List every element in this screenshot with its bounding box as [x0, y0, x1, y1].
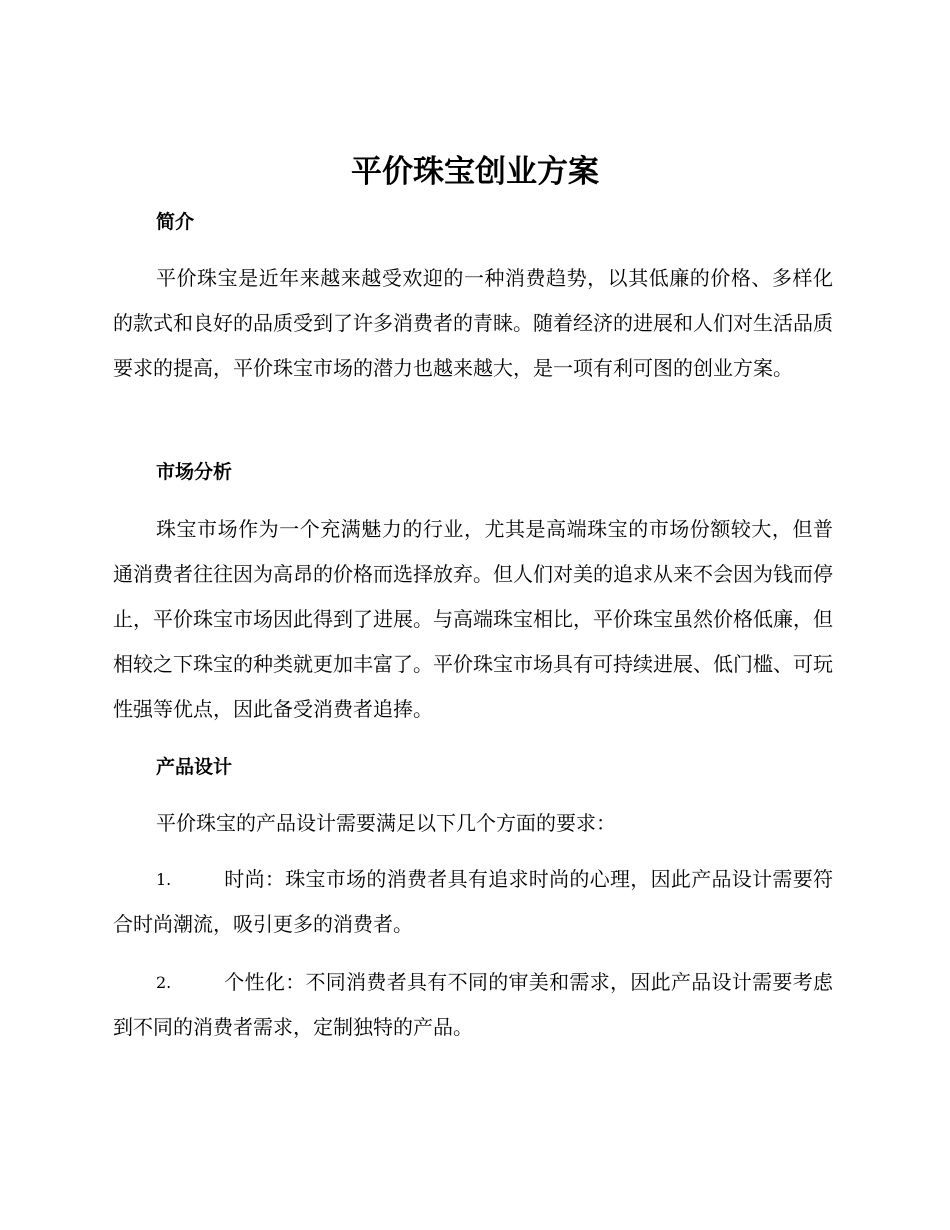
list-item: [113, 960, 833, 1050]
paragraph-market-analysis: 珠宝市场作为一个充满魅力的行业，尤其是高端珠宝的市场份额较大，但普通消费者往往因为高昂的价格而选择放弃。但人们对美的追求从来不会因为钱而停止，平价珠宝市场因此得到了进展。与高端珠宝相比，平价珠宝虽然价格低廉，但相较之下珠宝的种类就更加丰富了。平价珠宝市场具有可持续进展、低门槛、可玩性强等优点，因此备受消费者追捧。: [113, 517, 833, 721]
list-item-text: 个性化：不同消费者具有不同的审美和需求，因此产品设计需要考虑到不同的消费者需求，定制独特的产品。: [113, 970, 833, 1039]
list-item: [113, 857, 833, 947]
list-item-number: 1.: [156, 870, 172, 889]
section-heading-product-design: 产品设计: [156, 756, 233, 778]
list-item-text: 时尚：珠宝市场的消费者具有追求时尚的心理，因此产品设计需要符合时尚潮流，吸引更多的消费者。: [113, 867, 833, 936]
paragraph-intro: 平价珠宝是近年来越来越受欢迎的一种消费趋势，以其低廉的价格、多样化的款式和良好的品质受到了许多消费者的青睐。随着经济的进展和人们对生活品质要求的提高，平价珠宝市场的潜力也越来越大，是一项有利可图的创业方案。: [113, 266, 833, 380]
section-heading-intro: 简介: [156, 211, 195, 233]
section-heading-market-analysis: 市场分析: [156, 461, 233, 483]
paragraph-product-design-intro: 平价珠宝的产品设计需要满足以下几个方面的要求：: [156, 811, 616, 835]
list-item-number: 2.: [156, 973, 172, 992]
document-title: 平价珠宝创业方案: [351, 154, 599, 190]
